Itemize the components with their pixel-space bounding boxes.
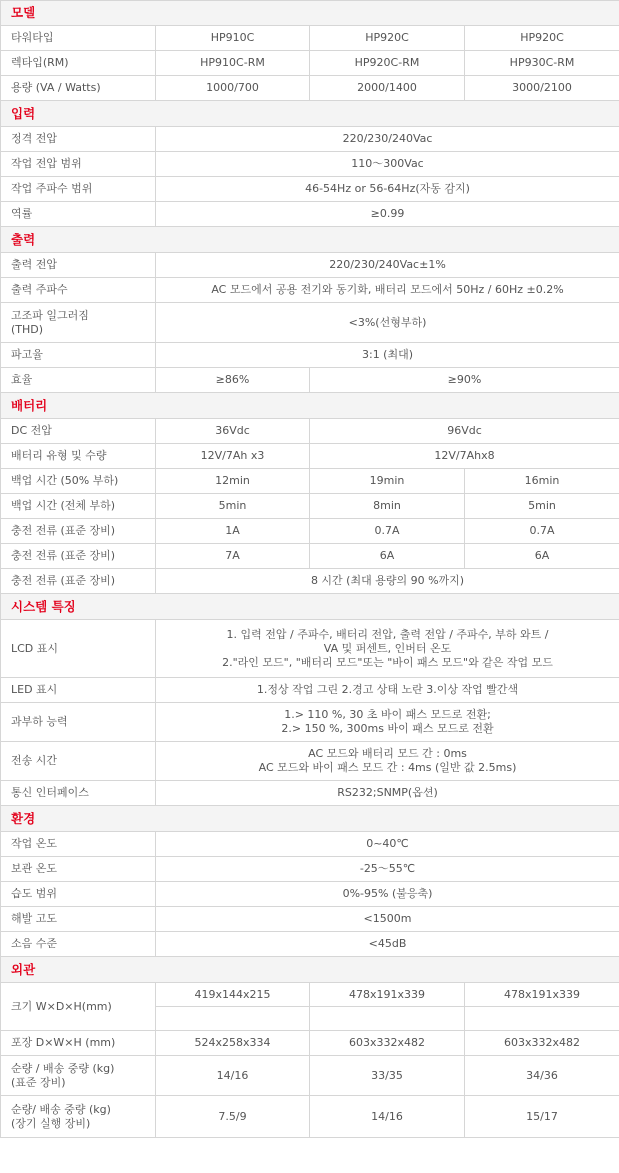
cell-value: HP920C <box>310 26 465 51</box>
table-row <box>1 177 619 202</box>
cell-value: 6A <box>310 544 465 569</box>
cell-value: 19min <box>310 469 465 494</box>
cell-value: 1000/700 <box>156 76 310 101</box>
table-row <box>1 832 619 857</box>
table-row <box>1 202 619 227</box>
cell-value: 34/36 <box>465 1056 619 1096</box>
cell-value: 2000/1400 <box>310 76 465 101</box>
section-input-heading <box>1 101 619 127</box>
table-row <box>1 882 619 907</box>
cell-value: 603x332x482 <box>465 1031 619 1056</box>
row-label: 고조파 일그러짐 (THD) <box>1 303 156 343</box>
cell-value: 3000/2100 <box>465 76 619 101</box>
row-label: 타워타입 <box>1 26 156 51</box>
table-row <box>1 1031 619 1056</box>
cell-value: 36Vdc <box>156 419 310 444</box>
cell-value: HP920C <box>465 26 619 51</box>
row-label: 충전 전류 (표준 장비) <box>1 519 156 544</box>
cell-value: HP910C-RM <box>156 51 310 76</box>
table-row <box>1 26 619 51</box>
row-label: 충전 전류 (표준 장비) <box>1 544 156 569</box>
row-label: 보관 온도 <box>1 857 156 882</box>
cell-value: 96Vdc <box>310 419 619 444</box>
empty-cell <box>310 1007 465 1031</box>
table-row <box>1 469 619 494</box>
cell-value: 14/16 <box>156 1056 310 1096</box>
cell-value: HP910C <box>156 26 310 51</box>
row-label: 순량 / 배송 중량 (kg) (표준 장비) <box>1 1056 156 1096</box>
section-exterior-heading <box>1 957 619 983</box>
table-row <box>1 544 619 569</box>
section-system-heading <box>1 594 619 620</box>
row-label: 전송 시간 <box>1 742 156 781</box>
table-row <box>1 1056 619 1096</box>
table-row <box>1 742 619 781</box>
cell-value: 0.7A <box>465 519 619 544</box>
cell-value: 478x191x339 <box>310 983 465 1007</box>
cell-value: 1. 입력 전압 / 주파수, 배터리 전압, 출력 전압 / 주파수, 부하 와트 / VA 및 퍼센트, 인버터 온도 2."라인 모드", "배터리 모드"또는 "바이 패스 모드"와 같은 작업 모드 <box>156 620 619 678</box>
table-row <box>1 303 619 343</box>
row-label: 백업 시간 (50% 부하) <box>1 469 156 494</box>
cell-value: 110～300Vac <box>156 152 619 177</box>
cell-value: 33/35 <box>310 1056 465 1096</box>
table-row <box>1 51 619 76</box>
cell-value: 5min <box>156 494 310 519</box>
cell-value: 12min <box>156 469 310 494</box>
table-row <box>1 1096 619 1138</box>
row-label: 작업 전압 범위 <box>1 152 156 177</box>
cell-value: 15/17 <box>465 1096 619 1138</box>
cell-value: 8 시간 (최대 용량의 90 %까지) <box>156 569 619 594</box>
table-row <box>1 620 619 678</box>
cell-value: <1500m <box>156 907 619 932</box>
table-row <box>1 703 619 742</box>
section-title: 모델 <box>1 1 619 26</box>
cell-value: 0.7A <box>310 519 465 544</box>
cell-value: AC 모드와 배터리 모드 간 : 0ms AC 모드와 바이 패스 모드 간 : 4ms (일반 값 2.5ms) <box>156 742 619 781</box>
row-label: 정격 전압 <box>1 127 156 152</box>
cell-value: RS232;SNMP(옵션) <box>156 781 619 806</box>
cell-value: 220/230/240Vac <box>156 127 619 152</box>
row-label: 충전 전류 (표준 장비) <box>1 569 156 594</box>
cell-value: ≥86% <box>156 368 310 393</box>
cell-value: -25～55℃ <box>156 857 619 882</box>
empty-cell <box>156 1007 310 1031</box>
cell-value: 8min <box>310 494 465 519</box>
table-row <box>1 569 619 594</box>
section-title: 출력 <box>1 227 619 253</box>
table-row <box>1 932 619 957</box>
table-row <box>1 368 619 393</box>
empty-cell <box>465 1007 619 1031</box>
section-title: 외관 <box>1 957 619 983</box>
cell-value: 7A <box>156 544 310 569</box>
section-title: 배터리 <box>1 393 619 419</box>
cell-value: 0~40℃ <box>156 832 619 857</box>
table-row <box>1 444 619 469</box>
section-battery-heading <box>1 393 619 419</box>
row-label: DC 전압 <box>1 419 156 444</box>
cell-value: 1A <box>156 519 310 544</box>
cell-value: HP920C-RM <box>310 51 465 76</box>
table-row <box>1 127 619 152</box>
table-row <box>1 494 619 519</box>
row-label: 배터리 유형 및 수량 <box>1 444 156 469</box>
table-row <box>1 983 619 1007</box>
row-label: LED 표시 <box>1 678 156 703</box>
section-title: 입력 <box>1 101 619 127</box>
table-row <box>1 907 619 932</box>
section-model-heading <box>1 1 619 26</box>
cell-value: ≥0.99 <box>156 202 619 227</box>
table-row <box>1 857 619 882</box>
row-label: LCD 표시 <box>1 620 156 678</box>
cell-value: 46-54Hz or 56-64Hz(자동 감지) <box>156 177 619 202</box>
cell-value: 12V/7Ahx8 <box>310 444 619 469</box>
cell-value: 6A <box>465 544 619 569</box>
cell-value: 7.5/9 <box>156 1096 310 1138</box>
cell-value: 524x258x334 <box>156 1031 310 1056</box>
cell-value: 1.정상 작업 그린 2.경고 상태 노란 3.이상 작업 빨간색 <box>156 678 619 703</box>
section-title: 환경 <box>1 806 619 832</box>
cell-value: 1.> 110 %, 30 초 바이 패스 모드로 전환; 2.> 150 %, 300ms 바이 패스 모드로 전환 <box>156 703 619 742</box>
row-label: 해발 고도 <box>1 907 156 932</box>
row-label: 백업 시간 (전체 부하) <box>1 494 156 519</box>
cell-value: 603x332x482 <box>310 1031 465 1056</box>
table-row <box>1 781 619 806</box>
cell-value: 478x191x339 <box>465 983 619 1007</box>
row-label: 작업 주파수 범위 <box>1 177 156 202</box>
cell-value: ≥90% <box>310 368 619 393</box>
cell-value: 419x144x215 <box>156 983 310 1007</box>
row-label: 순량/ 배송 중량 (kg) (장기 실행 장비) <box>1 1096 156 1138</box>
cell-value: <45dB <box>156 932 619 957</box>
section-output-heading <box>1 227 619 253</box>
cell-value: 0%-95% (불응축) <box>156 882 619 907</box>
table-row <box>1 76 619 101</box>
cell-value: 5min <box>465 494 619 519</box>
cell-value: 12V/7Ah x3 <box>156 444 310 469</box>
table-row <box>1 678 619 703</box>
row-label: 렉타입(RM) <box>1 51 156 76</box>
table-row <box>1 253 619 278</box>
table-row <box>1 519 619 544</box>
section-title: 시스템 특징 <box>1 594 619 620</box>
row-label: 파고율 <box>1 343 156 368</box>
row-label: 통신 인터페이스 <box>1 781 156 806</box>
table-row <box>1 278 619 303</box>
row-label: 출력 주파수 <box>1 278 156 303</box>
row-label: 과부하 능력 <box>1 703 156 742</box>
cell-value: AC 모드에서 공용 전기와 동기화, 배터리 모드에서 50Hz / 60Hz ±0.2% <box>156 278 619 303</box>
table-row <box>1 419 619 444</box>
row-label: 효율 <box>1 368 156 393</box>
row-label: 작업 온도 <box>1 832 156 857</box>
row-label: 용량 (VA / Watts) <box>1 76 156 101</box>
row-label: 출력 전압 <box>1 253 156 278</box>
cell-value: 16min <box>465 469 619 494</box>
row-label: 포장 D×W×H (mm) <box>1 1031 156 1056</box>
row-label: 습도 범위 <box>1 882 156 907</box>
table-row <box>1 343 619 368</box>
cell-value: 220/230/240Vac±1% <box>156 253 619 278</box>
cell-value: 14/16 <box>310 1096 465 1138</box>
cell-value: <3%(선형부하) <box>156 303 619 343</box>
row-label: 소음 수준 <box>1 932 156 957</box>
table-row <box>1 152 619 177</box>
row-label: 역률 <box>1 202 156 227</box>
cell-value: 3:1 (최대) <box>156 343 619 368</box>
row-label: 크기 W×D×H(mm) <box>1 983 156 1031</box>
section-environment-heading <box>1 806 619 832</box>
cell-value: HP930C-RM <box>465 51 619 76</box>
